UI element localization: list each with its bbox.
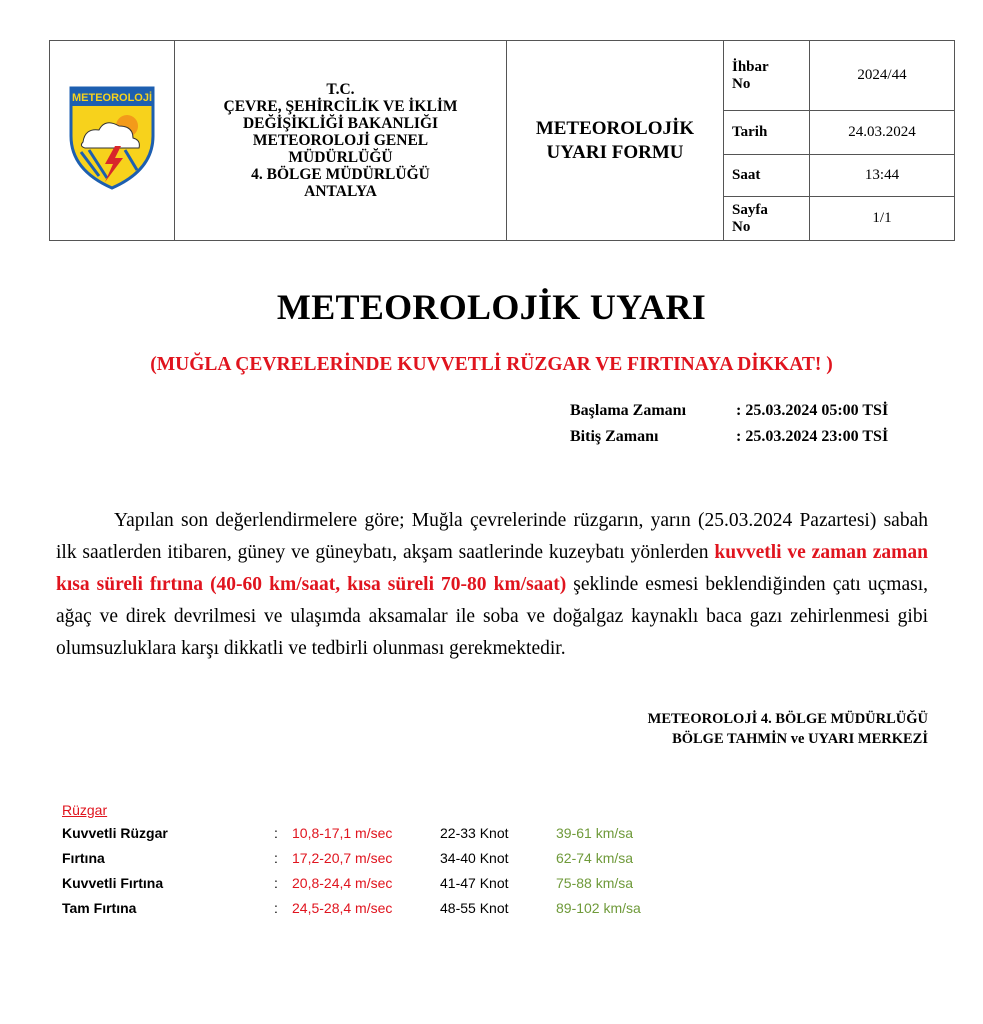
page-title: METEOROLOJİK UYARI [276,287,707,327]
wind-colon: : [274,825,278,841]
org-line: METEOROLOJİ GENEL [252,132,429,149]
start-time-value: : 25.03.2024 05:00 TSİ [736,402,889,419]
org-line: MÜDÜRLÜĞÜ [288,149,393,166]
wind-class-name: Kuvvetli Rüzgar [62,825,168,841]
wind-scale-title: Rüzgar [62,802,108,818]
meta-label-ihbar-no [724,41,810,111]
org-line: ANTALYA [304,183,377,200]
meta-label-tarih [724,111,810,155]
wind-kmh: 75-88 km/sa [556,875,634,891]
wind-ms: 24,5-28,4 m/sec [292,900,393,916]
body-text-part1: Yapılan son değerlendirmelere göre; Muğla çevrelerinde rüzgarın, yarın (25.03.2024 Pazartesi) sabah ilk saatlerden itibaren, güney ve güneybatı, akşam saatlerinde kuzeybatı yönlerden [56,510,928,563]
wind-scale-row [62,896,641,921]
wind-ms: 17,2-20,7 m/sec [292,850,393,866]
wind-scale-row [62,821,641,846]
body-text-highlight: kuvvetli ve zaman zaman kısa süreli fırtına (40-60 km/saat, kısa süreli 70-80 km/saat) [56,542,928,595]
warning-body [56,505,928,665]
org-line: DEĞİŞİKLİĞİ BAKANLIĞI [242,115,439,132]
form-title-line: METEOROLOJİK [535,117,695,139]
wind-class-name: Fırtına [62,850,105,866]
org-line: 4. BÖLGE MÜDÜRLÜĞÜ [251,166,430,183]
end-time-row [570,428,888,454]
form-title-line: UYARI FORMU [546,141,684,163]
meta-label-saat [724,155,810,197]
wind-scale [62,799,641,921]
org-line: T.C. [326,81,355,98]
wind-class-name: Kuvvetli Fırtına [62,875,164,891]
wind-ms: 10,8-17,1 m/sec [292,825,393,841]
org-line: ÇEVRE, ŞEHİRCİLİK VE İKLİM [223,98,458,115]
meta-label-line: No [732,218,751,235]
meta-value-sayfa-no: 1/1 [810,197,955,241]
wind-knot: 41-47 Knot [440,875,509,891]
meta-value-saat: 13:44 [810,155,955,197]
meta-label-line: No [732,75,751,92]
signature-block [648,709,928,749]
meta-label-line: Sayfa [732,201,768,218]
meteoroloji-emblem-icon [67,84,157,192]
wind-knot: 48-55 Knot [440,900,509,916]
logo-text: METEOROLOJİ [71,92,153,104]
wind-kmh: 89-102 km/sa [556,900,641,916]
wind-colon: : [274,900,278,916]
meta-label-line: İhbar [732,58,769,75]
signature-line: METEOROLOJİ 4. BÖLGE MÜDÜRLÜĞÜ [647,711,928,727]
wind-class-name: Tam Fırtına [62,900,137,916]
start-time-row [570,402,888,428]
validity-times [570,402,888,454]
form-title-cell [507,41,724,241]
wind-knot: 34-40 Knot [440,850,509,866]
signature-line: BÖLGE TAHMİN ve UYARI MERKEZİ [672,731,928,747]
wind-colon: : [274,875,278,891]
wind-scale-row [62,846,641,871]
meta-value-ihbar-no: 2024/44 [810,41,955,111]
wind-kmh: 39-61 km/sa [556,825,634,841]
meta-label-line: Saat [732,167,761,183]
wind-scale-row [62,871,641,896]
header-table [49,40,955,241]
body-text-part2: şeklinde esmesi beklendiğinden çatı uçması, ağaç ve direk devrilmesi ve ulaşımda aksamalar ile soba ve doğalgaz kaynaklı baca gazı zehirlenmesi gibi olumsuzluklara karşı dikkatli ve tedbirli olunması gerekmektedir. [56,574,929,659]
wind-ms: 20,8-24,4 m/sec [292,875,393,891]
warning-subtitle: (MUĞLA ÇEVRELERİNDE KUVVETLİ RÜZGAR VE FIRTINAYA DİKKAT! ) [150,354,833,375]
end-time-value: : 25.03.2024 23:00 TSİ [736,428,889,445]
wind-kmh: 62-74 km/sa [556,850,634,866]
meta-label-line: Tarih [732,124,768,140]
organization-cell [175,41,507,241]
start-time-label: Başlama Zamanı [570,402,687,419]
logo-cell [50,41,175,241]
end-time-label: Bitiş Zamanı [570,428,659,445]
wind-colon: : [274,850,278,866]
wind-knot: 22-33 Knot [440,825,509,841]
meta-label-sayfa-no [724,197,810,241]
meta-value-tarih: 24.03.2024 [810,111,955,155]
